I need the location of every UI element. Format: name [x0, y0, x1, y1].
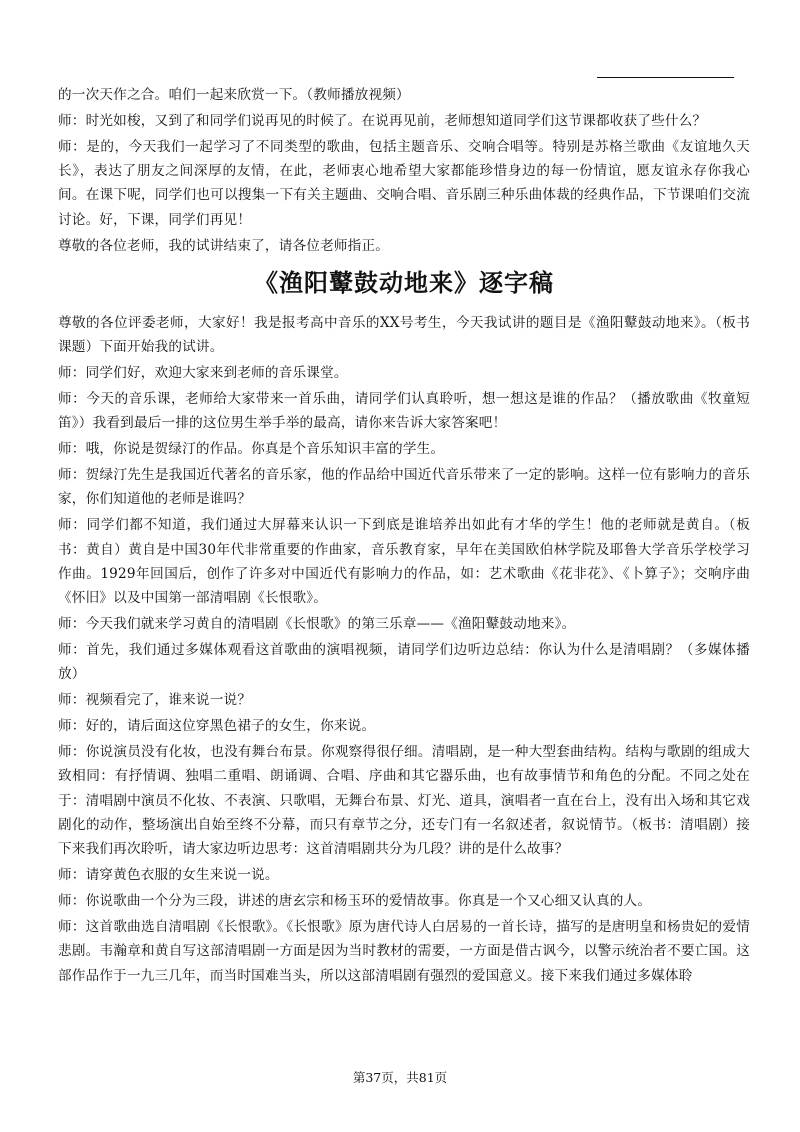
- paragraph: 师：首先，我们通过多媒体观看这首歌曲的演唱视频，请同学们边听边总结：你认为什么是清唱剧？（多媒体播放）: [58, 642, 750, 683]
- paragraph: 师：今天的音乐课，老师给大家带来一首乐曲，请同学们认真聆听，想一想这是谁的作品？（播放歌曲《牧童短笛》）我看到最后一排的这位男生举手举的最高，请你来告诉大家答案吧！: [58, 391, 750, 432]
- document-body: [58, 83, 750, 989]
- paragraph: 师：贺绿汀先生是我国近代著名的音乐家，他的作品给中国近代音乐带来了一定的影响。这样一位有影响力的音乐家，你们知道他的老师是谁吗？: [58, 467, 750, 508]
- paragraph: 师：好的，请后面这位穿黑色裙子的女生，你来说。: [58, 718, 376, 735]
- paragraph: 师：这首歌曲选自清唱剧《长恨歌》。《长恨歌》原为唐代诗人白居易的一首长诗，描写的是唐明皇和杨贵妃的爱情悲剧。韦瀚章和黄自写这部清唱剧一方面是因为当时教材的需要，一方面是借古讽今，以警示统治者不要亡国。这部作品作于一九三几年，而当时国难当头，所以这部清唱剧有强烈的爱国意义。接下来我们通过多媒体聆: [58, 918, 750, 984]
- paragraph: 师：视频看完了，谁来说一说？: [58, 692, 252, 709]
- paragraph: 师：你说歌曲一个分为三段，讲述的唐玄宗和杨玉环的爱情故事。你真是一个又心细又认真的人。: [58, 893, 652, 910]
- header-rule: [597, 77, 734, 78]
- page-number: 第37页，共81页: [352, 1070, 448, 1085]
- paragraph: 师：同学们都不知道，我们通过大屏幕来认识一下到底是谁培养出如此有才华的学生！他的老师就是黄自。（板书：黄自）黄自是中国30年代非常重要的作曲家，音乐教育家，早年在美国欧伯林学院及耶鲁大学音乐学校学习作曲。1929年回国后，创作了许多对中国近代有影响力的作品，如：艺术歌曲《花非花》、《卜算子》；交响序曲《怀旧》以及中国第一部清唱剧《长恨歌》。: [58, 517, 750, 607]
- paragraph: 师：请穿黄色衣服的女生来说一说。: [58, 867, 279, 884]
- paragraph: 师：你说演员没有化妆，也没有舞台布景。你观察得很仔细。清唱剧，是一种大型套曲结构。结构与歌剧的组成大致相同：有抒情调、独唱二重唱、朗诵调、合唱、序曲和其它器乐曲，也有故事情节和角色的分配。不同之处在于：清唱剧中演员不化妆、不表演、只歌唱，无舞台布景、灯光、道具，演唱者一直在台上，没有出入场和其它戏剧化的动作，整场演出自始至终不分幕，而只有章节之分，还专门有一名叙述者，叙说情节。（板书：清唱剧）接下来我们再次聆听，请大家边听边思考：这首清唱剧共分为几段？讲的是什么故事？: [58, 743, 750, 858]
- paragraph: 尊敬的各位评委老师，大家好！我是报考高中音乐的XX号考生，今天我试讲的题目是《渔阳鼙鼓动地来》。（板书课题）下面开始我的试讲。: [58, 315, 750, 356]
- paragraph: 师：时光如梭，又到了和同学们说再见的时候了。在说再见前，老师想知道同学们这节课都收获了些什么？: [58, 112, 707, 129]
- paragraph: 尊敬的各位老师，我的试讲结束了，请各位老师指正。: [58, 237, 390, 254]
- section-title: 《渔阳鼙鼓动地来》逐字稿: [254, 268, 554, 298]
- paragraph: 师：是的，今天我们一起学习了不同类型的歌曲，包括主题音乐、交响合唱等。特别是苏格兰歌曲《友谊地久天长》，表达了朋友之间深厚的友情，在此，老师衷心地希望大家都能珍惜身边的每一份情谊，愿友谊永存你我心间。在课下呢，同学们也可以搜集一下有关主题曲、交响合唱、音乐剧三种乐曲体裁的经典作品，下节课咱们交流讨论。好，下课，同学们再见！: [58, 138, 750, 228]
- paragraph: 师：今天我们就来学习黄自的清唱剧《长恨歌》的第三乐章——《渔阳鼙鼓动地来》。: [58, 616, 576, 633]
- paragraph: 师：同学们好，欢迎大家来到老师的音乐课堂。: [58, 365, 348, 382]
- paragraph: 师：哦，你说是贺绿汀的作品。你真是个音乐知识丰富的学生。: [58, 441, 445, 458]
- paragraph: 的一次天作之合。咱们一起来欣赏一下。（教师播放视频）: [58, 87, 410, 103]
